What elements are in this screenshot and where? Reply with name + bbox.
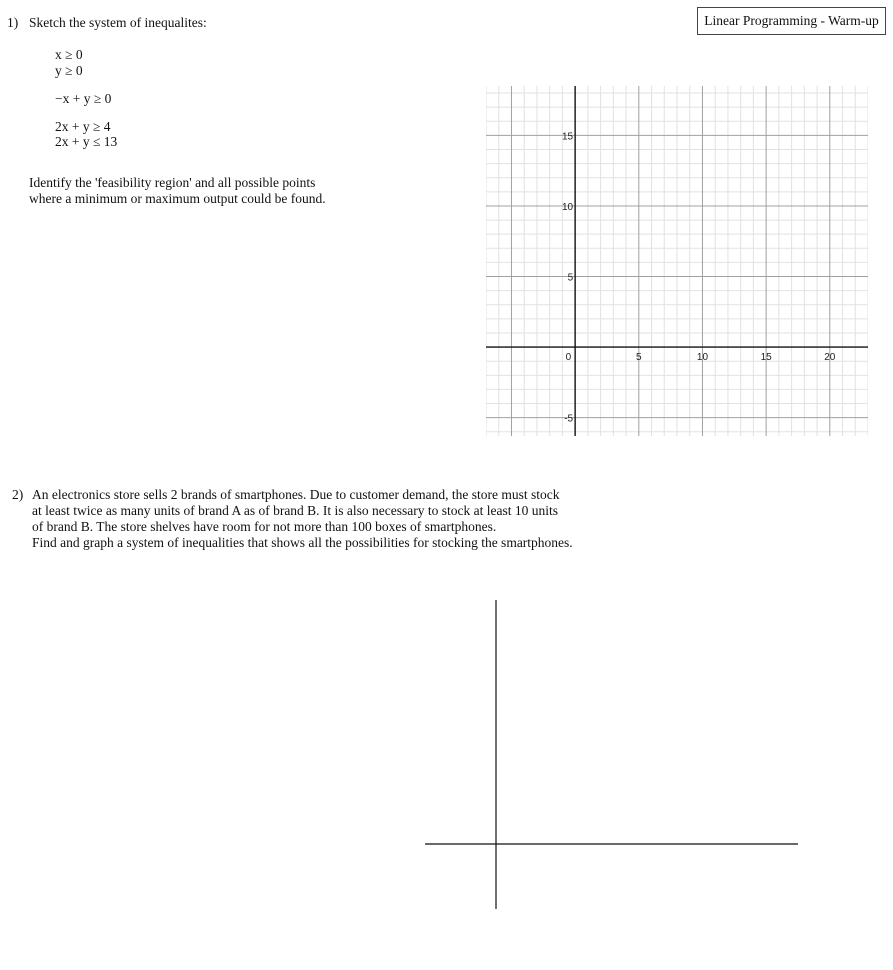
y-tick-label--5: -5 <box>564 413 574 425</box>
origin-label: 0 <box>565 352 572 364</box>
problem-1-instruction-line-2: where a minimum or maximum output could be found. <box>29 191 326 206</box>
inequality-1: x ≥ 0 <box>55 47 83 62</box>
problem-1-number: 1) <box>7 15 19 30</box>
x-tick-label-15: 15 <box>760 352 772 364</box>
inequality-2: y ≥ 0 <box>55 63 83 78</box>
inequality-4: 2x + y ≥ 4 <box>55 119 111 134</box>
x-tick-label-5: 5 <box>636 352 642 364</box>
x-tick-label-10: 10 <box>696 352 709 364</box>
problem-2-number: 2) <box>12 487 24 502</box>
inequality-5: 2x + y ≤ 13 <box>55 134 118 149</box>
problem-2-line-1: An electronics store sells 2 brands of smartphones. Due to customer demand, the store must stock <box>32 487 560 502</box>
y-tick-label-15: 15 <box>562 131 574 143</box>
worksheet-title-text: Linear Programming - Warm-up <box>704 13 879 28</box>
problem-2-line-2: at least twice as many units of brand A as of brand B. It is also necessary to stock at least 10 units <box>32 503 559 518</box>
blank-axes[interactable] <box>420 595 804 915</box>
x-tick-label-20: 20 <box>824 352 836 364</box>
inequality-3: −x + y ≥ 0 <box>55 91 112 106</box>
problem-1-prompt: Sketch the system of inequalites: <box>29 15 207 30</box>
problem-2-line-4: Find and graph a system of inequalities that shows all the possibilities for stocking the smartphones. <box>32 535 573 550</box>
problem-2-line-3: of brand B. The store shelves have room for not more than 100 boxes of smartphones. <box>32 519 497 534</box>
worksheet-title <box>697 7 886 35</box>
problem-1-instruction-line-1: Identify the 'feasibility region' and all possible points <box>29 175 316 190</box>
y-tick-label-5: 5 <box>567 272 574 284</box>
coordinate-grid[interactable] <box>486 86 868 436</box>
y-tick-label-10: 10 <box>562 201 574 213</box>
